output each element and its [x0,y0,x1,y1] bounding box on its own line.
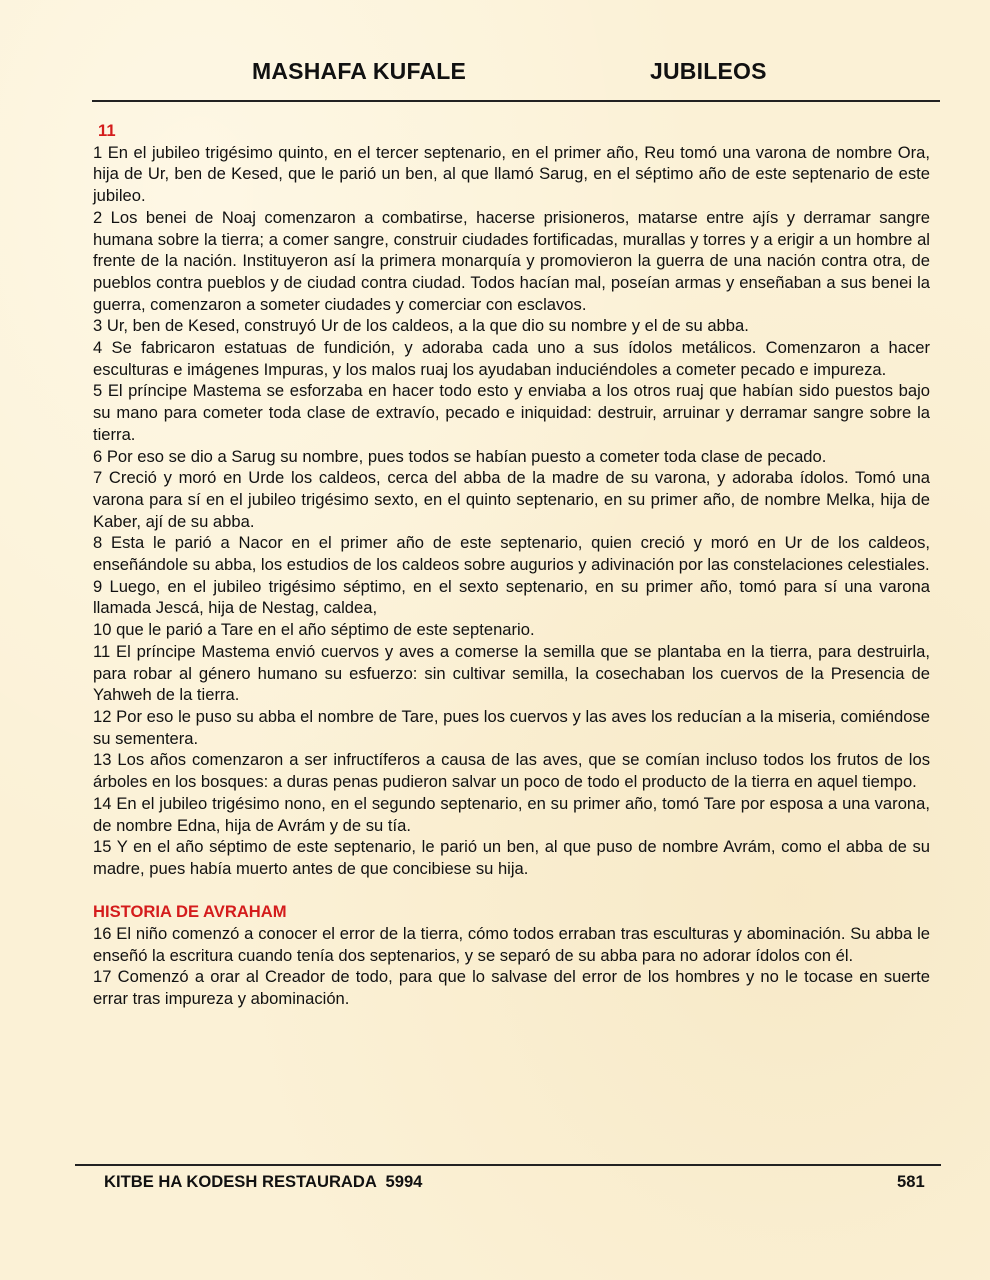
verse: 14 En el jubileo trigésimo nono, en el segundo septenario, en su primer año, tomó Tare por esposa a una varona, de nombre Edna, hija de Avrám y de su tía. [93,793,930,835]
verse: 3 Ur, ben de Kesed, construyó Ur de los caldeos, a la que dio su nombre y el de su abba. [93,316,749,336]
verse: 13 Los años comenzaron a ser infructíferos a causa de las aves, que se comían incluso todos los frutos de los árboles en los bosques: a duras penas pudieron salvar un poco de todo el producto de la tierra en aquel tiempo. [93,750,930,792]
section-title: HISTORIA DE AVRAHAM [93,902,287,922]
verse: 16 El niño comenzó a conocer el error de la tierra, cómo todos erraban tras esculturas y abominación. Su abba le enseñó la escritura cuando tenía dos septenarios, y se separó de su abba para no adorar ídolos con él. [93,924,930,965]
verse: 2 Los benei de Noaj comenzaron a combatirse, hacerse prisioneros, matarse entre ajís y derramar sangre humana sobre la tierra; a comer sangre, construir ciudades fortificadas, murallas y torres y a erigir a un hombre al frente de la nación. Instituyeron así la primera monarquía y promovieron la guerra de una nación contra otra, de pueblos contra pueblos y de ciudad contra ciudad. Todos hacían mal, poseían armas y enseñaban a sus benei la guerra, comenzaron a someter ciudades y comerciar con esclavos. [93,207,930,314]
page-body [93,120,930,1010]
verse: 12 Por eso le puso su abba el nombre de Tare, pues los cuervos y las aves los reducían a la miseria, comiéndose su sementera. [93,706,930,748]
verse: 10 que le parió a Tare en el año séptimo de este septenario. [93,620,535,640]
verse: 1 En el jubileo trigésimo quinto, en el tercer septenario, en el primer año, Reu tomó una varona de nombre Ora, hija de Ur, ben de Kesed, que le parió un ben, al que llamó Sarug, en el séptimo año de este septenario de este jubileo. [93,142,930,206]
verse: 15 Y en el año séptimo de este septenario, le parió un ben, al que puso de nombre Avrám, como el abba de su madre, pues había muerto antes de que concibiese su hija. [93,837,930,878]
page-number: 581 [897,1172,925,1191]
verse: 9 Luego, en el jubileo trigésimo séptimo, en el sexto septenario, en su primer año, tomó para sí una varona llamada Jescá, hija de Nestag, caldea, [93,576,930,618]
verse: 8 Esta le parió a Nacor en el primer año de este septenario, quien creció y moró en Ur de los caldeos, enseñándole su abba, los estudios de los caldeos sobre augurios y adivinación por las constelaciones celestiales. [93,533,930,575]
verse: 6 Por eso se dio a Sarug su nombre, pues todos se habían puesto a cometer toda clase de pecado. [93,446,827,466]
verse: 4 Se fabricaron estatuas de fundición, y adoraba cada uno a sus ídolos metálicos. Comenzaron a hacer esculturas e imágenes Impuras, y los malos ruaj los ayudaban induciéndoles a cometer pecado e impureza. [93,338,930,379]
verse: 11 El príncipe Mastema envió cuervos y aves a comerse la semilla que se plantaba en la tierra, para destruirla, para robar al género humano su esfuerzo: sin cultivar semilla, la cosechaban los cuervos de la Presencia de Yahweh de la tierra. [93,641,930,705]
chapter-number: 11 [98,121,116,140]
footer-divider [75,1164,941,1166]
header-book-subtitle: JUBILEOS [650,58,767,84]
verse: 5 El príncipe Mastema se esforzaba en hacer todo esto y enviaba a los otros ruaj que habían sido puestos bajo su mano para cometer toda clase de extravío, pecado e iniquidad: destruir, arruinar y derramar sangre sobre la tierra. [93,381,930,444]
page-header [0,58,990,92]
verse: 17 Comenzó a orar al Creador de todo, para que lo salvase del error de los hombres y no le tocase en suerte errar tras impureza y abominación. [93,967,930,1009]
header-divider [92,100,940,102]
verse: 7 Creció y moró en Urde los caldeos, cerca del abba de la madre de su varona, y adoraba ídolos. Tomó una varona para sí en el jubileo trigésimo sexto, en el quinto septenario, en su primer año, de nombre Melka, hija de Kaber, ají de su abba. [93,468,930,531]
header-book-title: MASHAFA KUFALE [252,58,467,84]
footer-title: KITBE HA KODESH RESTAURADA 5994 [104,1172,423,1191]
